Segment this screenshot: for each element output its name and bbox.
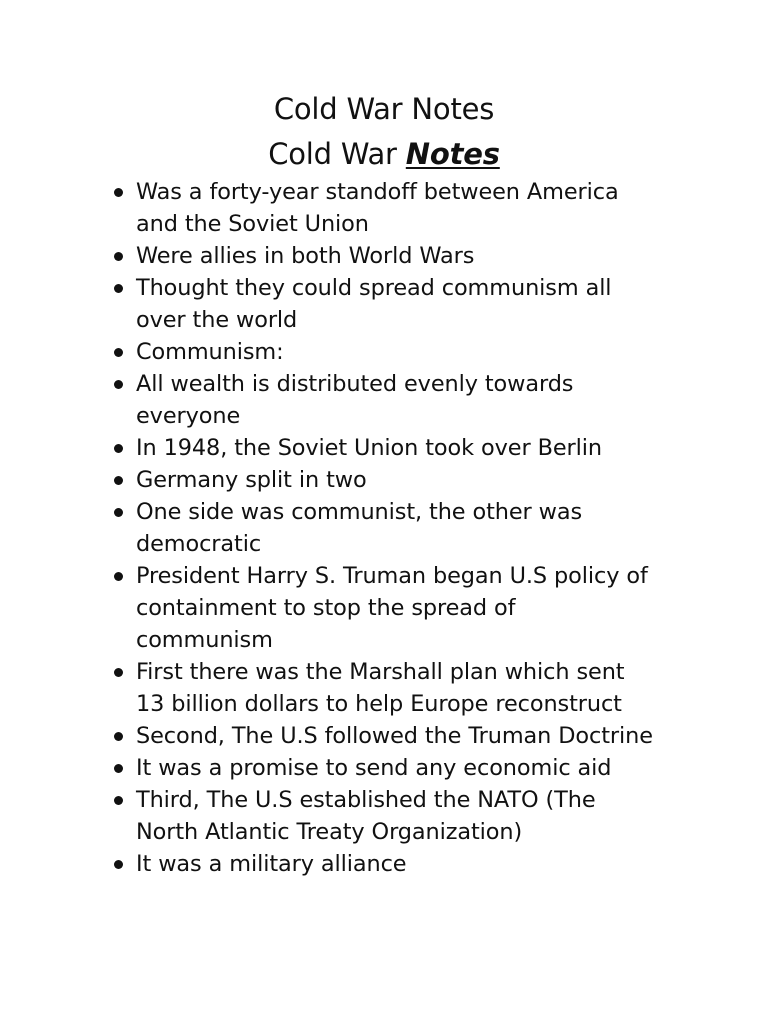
list-item-text: One side was communist, the other was democratic (136, 499, 583, 557)
list-item-text: It was a promise to send any economic aid (136, 755, 612, 781)
list-item (110, 176, 700, 240)
list-item-text: Was a forty-year standoff between America and the Soviet Union (136, 179, 619, 237)
bullet-icon (114, 796, 123, 805)
bullet-icon (114, 380, 123, 389)
list-item-text: Germany split in two (136, 467, 367, 493)
list-item (110, 560, 700, 656)
bullet-icon (114, 732, 123, 741)
list-item-text: In 1948, the Soviet Union took over Berlin (136, 435, 602, 461)
list-item (110, 432, 700, 464)
list-item (110, 752, 700, 784)
bullet-icon (114, 572, 123, 581)
notes-list (110, 176, 700, 880)
bullet-icon (114, 444, 123, 453)
list-item (110, 240, 700, 272)
list-item (110, 496, 700, 560)
bullet-icon (114, 476, 123, 485)
list-item (110, 656, 700, 720)
list-item-text: All wealth is distributed evenly towards everyone (136, 371, 574, 429)
list-item-text: First there was the Marshall plan which sent 13 billion dollars to help Europe reconstruct (136, 659, 625, 717)
list-item-text: Were allies in both World Wars (136, 243, 475, 269)
subtitle-emphasis: Notes (405, 137, 500, 171)
list-item-text: Communism: (136, 339, 284, 365)
bullet-icon (114, 668, 123, 677)
list-item-text: It was a military alliance (136, 851, 407, 877)
bullet-icon (114, 860, 123, 869)
subtitle-prefix: Cold War (268, 137, 406, 171)
bullet-icon (114, 284, 123, 293)
bullet-icon (114, 252, 123, 261)
bullet-icon (114, 348, 123, 357)
list-item (110, 336, 700, 368)
page-title: Cold War Notes (273, 92, 495, 126)
list-item (110, 784, 700, 848)
list-item (110, 464, 700, 496)
list-item (110, 368, 700, 432)
list-item (110, 720, 700, 752)
list-item-text: Third, The U.S established the NATO (The North Atlantic Treaty Organization) (136, 787, 596, 845)
bullet-icon (114, 508, 123, 517)
list-item-text: Second, The U.S followed the Truman Doctrine (136, 723, 653, 749)
bullet-icon (114, 188, 123, 197)
bullet-icon (114, 764, 123, 773)
list-item (110, 272, 700, 336)
list-item-text: Thought they could spread communism all over the world (136, 275, 612, 333)
list-item-text: President Harry S. Truman began U.S policy of containment to stop the spread of communism (136, 563, 648, 653)
page-subtitle (0, 134, 768, 174)
list-item (110, 848, 700, 880)
